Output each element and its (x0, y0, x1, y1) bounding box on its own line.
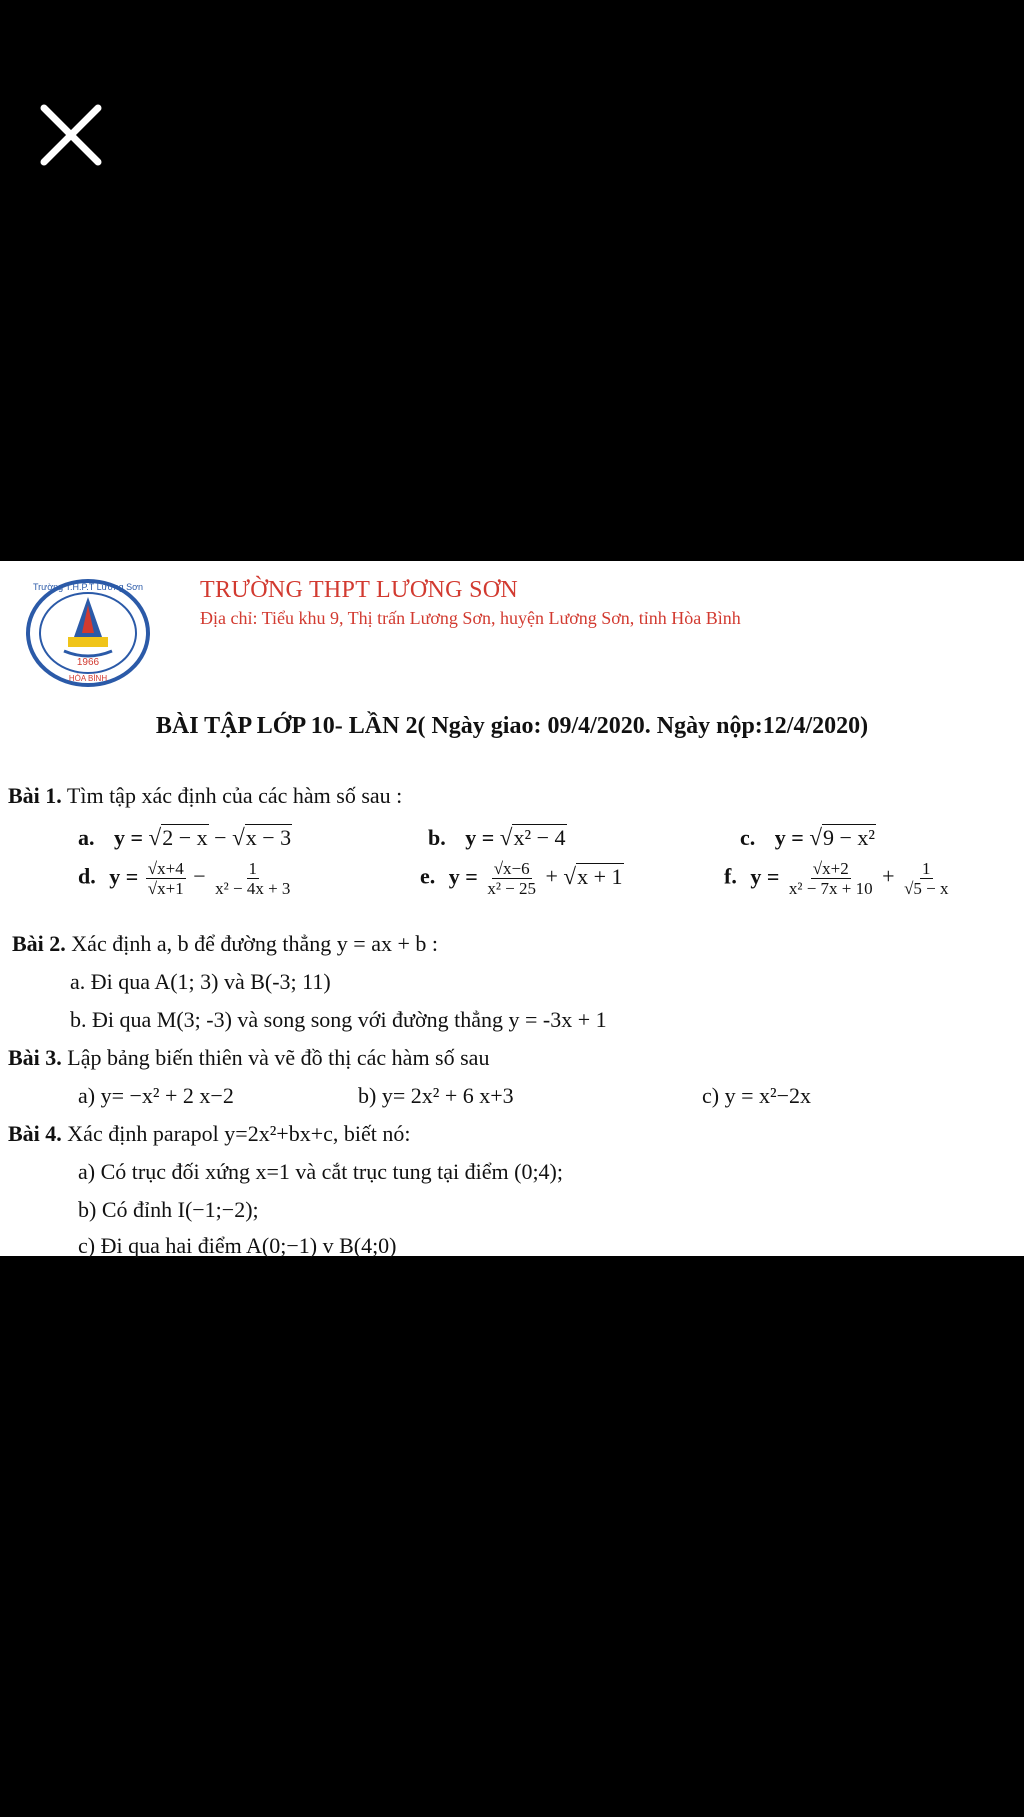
exercise-2-item-b: b. Đi qua M(3; -3) và song song với đường thẳng y = -3x + 1 (70, 1007, 607, 1032)
exercise-1-item-b: b. y = √x² − 4 (428, 824, 566, 850)
svg-text:Trường T.H.P.T Lương Sơn: Trường T.H.P.T Lương Sơn (33, 582, 143, 592)
school-logo-icon (24, 577, 152, 689)
exercise-1-item-d: d. y = $\frac{√x+4}{√x+1}$ − $\frac{1}{\text{x² − 4x + 3}}$ (78, 859, 291, 898)
school-address: Địa chỉ: Tiểu khu 9, Thị trấn Lương Sơn, huyện Lương Sơn, tỉnh Hòa Bình (200, 608, 741, 628)
document-image (0, 561, 1024, 1256)
close-button[interactable] (38, 102, 104, 168)
exercise-4-item-a: a) Có trục đối xứng x=1 và cắt trục tung tại điểm (0;4); (78, 1159, 563, 1184)
svg-text:1966: 1966 (76, 657, 100, 668)
svg-text:HÒA BÌNH: HÒA BÌNH (68, 674, 108, 683)
assignment-title: BÀI TẬP LỚP 10- LẦN 2( Ngày giao: 09/4/2020. Ngày nộp:12/4/2020) (155, 713, 869, 739)
exercise-1-item-f: f. y = $\frac{√x+2}{\text{x² − 7x + 10}}$ + $\frac{1}{√5 - x}$ (724, 859, 949, 898)
exercise-2-heading: Bài 2. Xác định a, b để đường thẳng y = ax + b : (12, 931, 438, 956)
exercise-1-item-a: a. y = √2 − x − √x − 3 (78, 824, 292, 850)
exercise-4-item-c: c) Đi qua hai điểm A(0;−1) v B(4;0) (78, 1233, 397, 1258)
exercise-1-item-c: c. y = √9 − x² (740, 824, 876, 850)
school-name: TRƯỜNG THPT LƯƠNG SƠN (200, 577, 519, 603)
exercise-4-heading: Bài 4. Xác định parapol y=2x²+bx+c, biết nó: (8, 1121, 411, 1146)
close-icon (38, 102, 104, 168)
exercise-2-item-a: a. Đi qua A(1; 3) và B(-3; 11) (70, 969, 331, 994)
exercise-3-item-c: c) y = x²−2x (702, 1083, 812, 1108)
exercise-3-heading: Bài 3. Lập bảng biến thiên và vẽ đồ thị các hàm số sau (8, 1045, 490, 1070)
exercise-1-item-e: e. y = $\frac{√x-6}{\text{x² − 25}}$ + √x + 1 (420, 859, 623, 898)
exercise-1-heading: Bài 1. Tìm tập xác định của các hàm số sau : (8, 783, 403, 808)
exercise-3-item-b: b) y= 2x² + 6 x+3 (358, 1083, 514, 1108)
exercise-4-item-b: b) Có đỉnh I(−1;−2); (78, 1197, 259, 1222)
exercise-3-item-a: a) y= −x² + 2 x−2 (78, 1083, 234, 1108)
